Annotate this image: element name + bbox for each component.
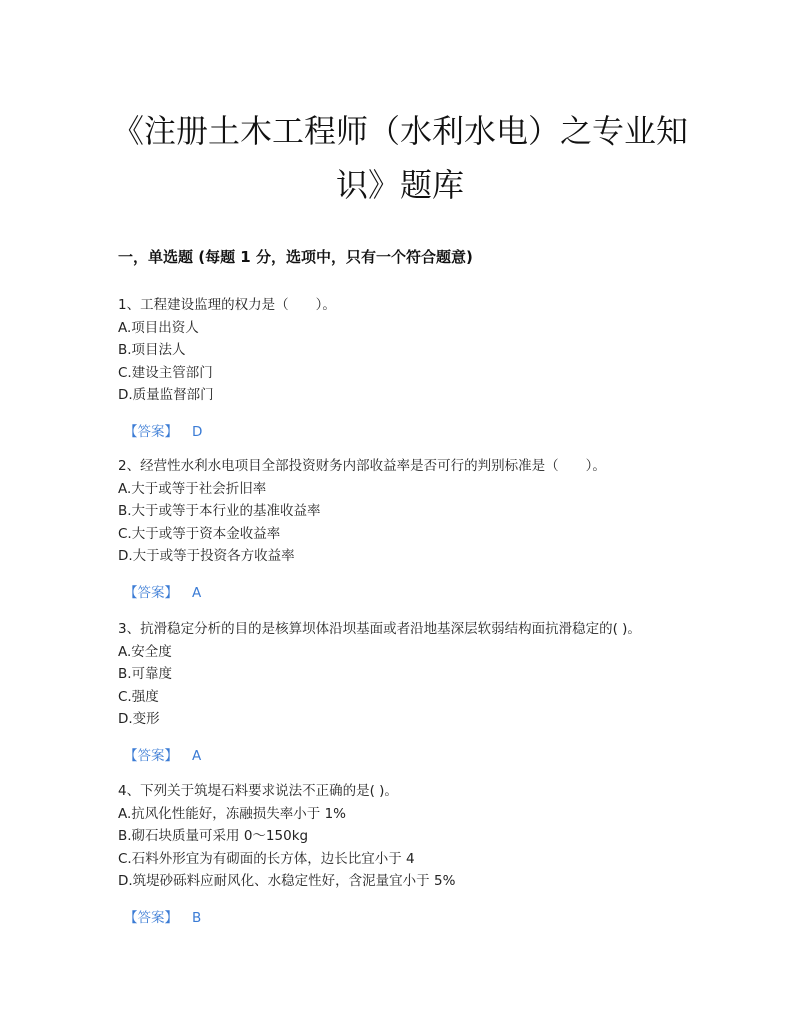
answer-label: 【答案】: [124, 909, 178, 926]
question-3: [118, 618, 698, 767]
section-heading: 一，单选题 (每题 1 分，选项中，只有一个符合题意): [118, 248, 473, 266]
answer-row: [118, 907, 698, 929]
option-a: A.大于或等于社会折旧率: [118, 480, 267, 497]
option-b: B.大于或等于本行业的基准收益率: [118, 503, 321, 519]
question-4: [118, 780, 698, 929]
answer-row: [118, 582, 698, 604]
answer-label: 【答案】: [124, 423, 178, 440]
document-title: 《注册土木工程师（水利水电）之专业知识》题库: [111, 112, 688, 204]
question-stem: 4、下列关于筑堤石料要求说法不正确的是( )。: [118, 783, 398, 799]
answer-value: A: [192, 584, 202, 601]
answer-value: D: [192, 423, 203, 440]
question-2: [118, 455, 698, 604]
option-c: C.石料外形宜为有砌面的长方体，边长比宜小于 4: [118, 850, 415, 867]
option-b: B.项目法人: [118, 342, 186, 358]
answer-row: [118, 421, 698, 443]
question-stem: 1、工程建设监理的权力是（ ）。: [118, 297, 336, 313]
answer-value: B: [192, 909, 202, 926]
question-stem: 3、抗滑稳定分析的目的是核算坝体沿坝基面或者沿地基深层软弱结构面抗滑稳定的( )。: [118, 621, 641, 637]
question-1: [118, 294, 698, 443]
question-stem: 2、经营性水利水电项目全部投资财务内部收益率是否可行的判别标准是（ ）。: [118, 458, 606, 474]
option-d: D.大于或等于投资各方收益率: [118, 548, 295, 564]
option-a: A.项目出资人: [118, 319, 199, 336]
option-c: C.强度: [118, 688, 159, 705]
option-a: A.安全度: [118, 643, 172, 660]
option-b: B.砌石块质量可采用 0～150kg: [118, 828, 309, 844]
option-a: A.抗风化性能好，冻融损失率小于 1%: [118, 805, 346, 822]
option-b: B.可靠度: [118, 666, 173, 682]
option-d: D.质量监督部门: [118, 387, 214, 403]
option-c: C.建设主管部门: [118, 364, 213, 381]
answer-row: [118, 745, 698, 767]
option-d: D.变形: [118, 711, 160, 727]
answer-label: 【答案】: [124, 584, 178, 601]
option-c: C.大于或等于资本金收益率: [118, 525, 281, 542]
option-d: D.筑堤砂砾料应耐风化、水稳定性好，含泥量宜小于 5%: [118, 873, 456, 889]
answer-value: A: [192, 747, 202, 764]
answer-label: 【答案】: [124, 747, 178, 764]
